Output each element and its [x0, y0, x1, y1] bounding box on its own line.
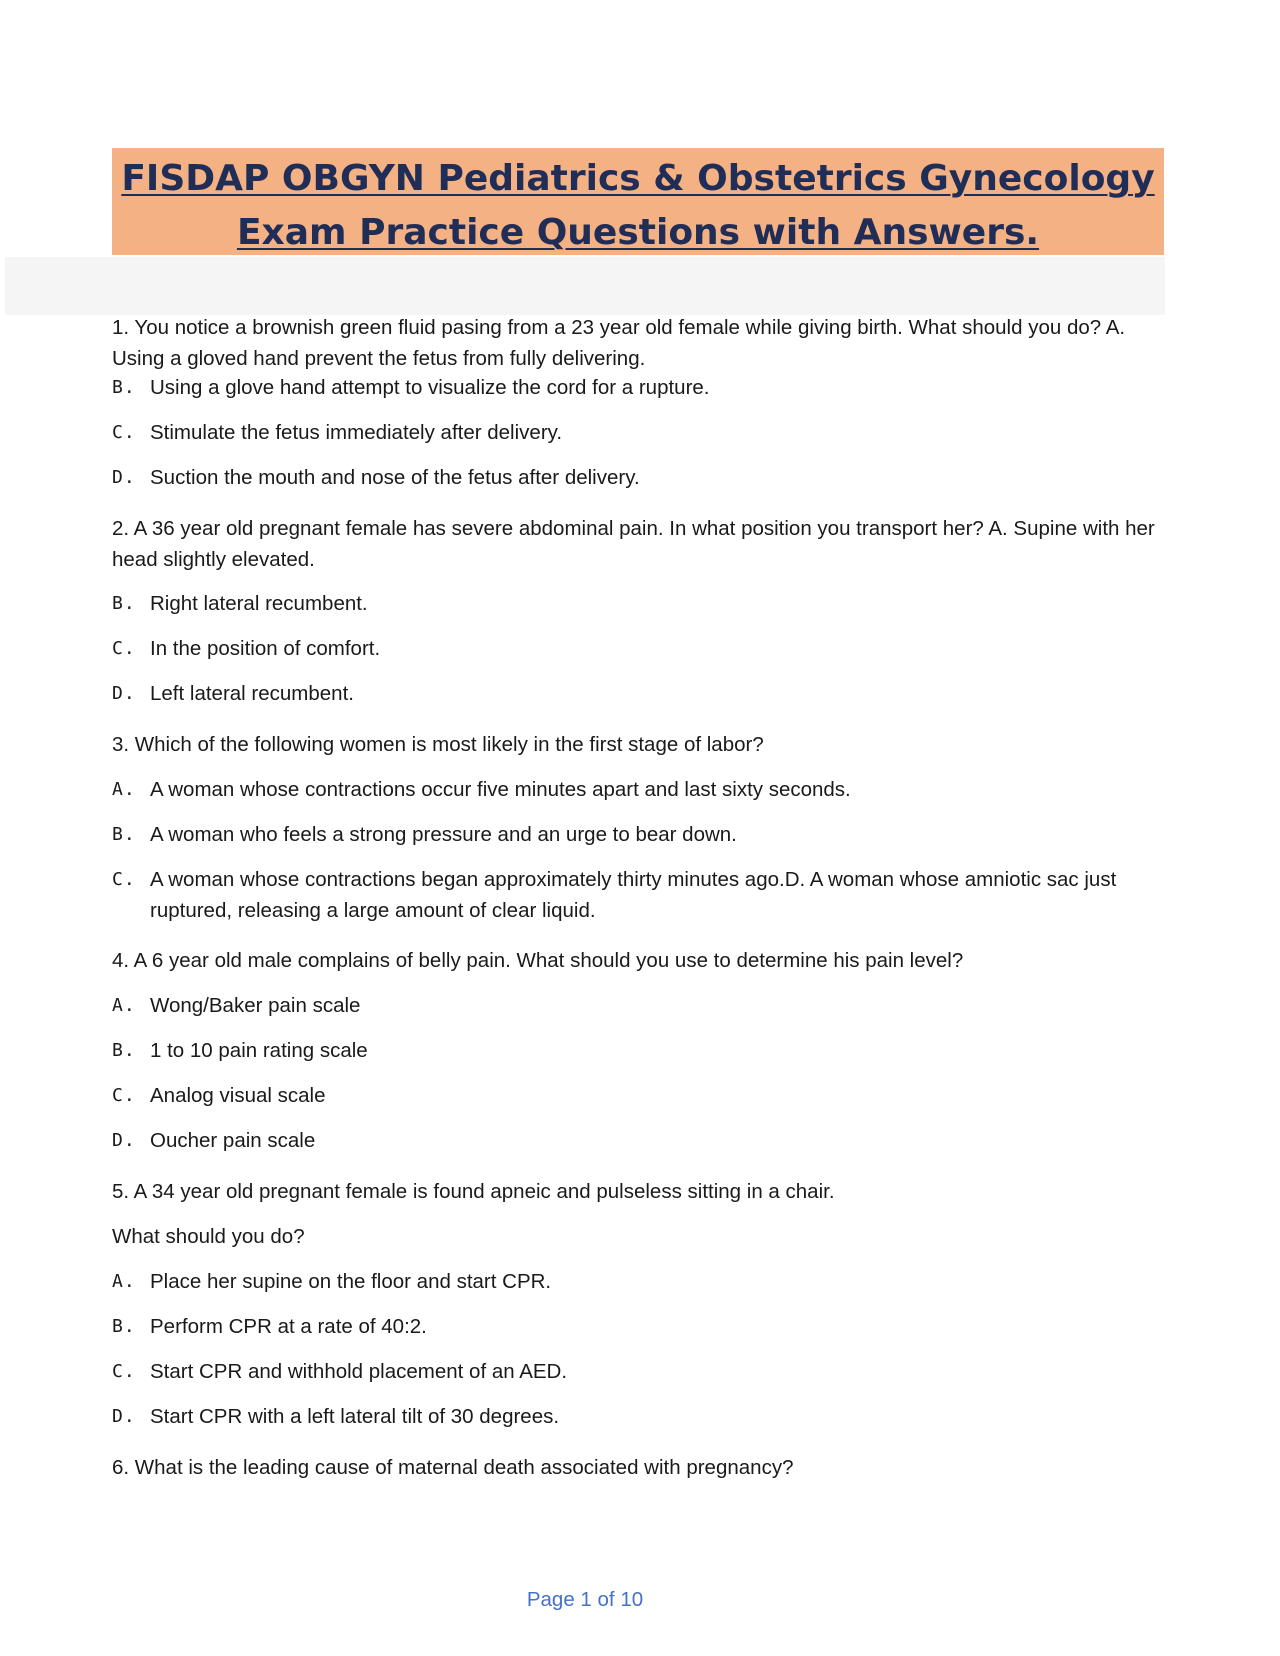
option-text: In the position of comfort. [150, 637, 381, 660]
option-text: A woman whose contractions began approximately thirty minutes ago.D. A woman whose amniotic sac just ruptured, releasing a large amount of clear liquid. [150, 868, 1117, 922]
option-letter: B. [112, 377, 136, 398]
title-line-2: Exam Practice Questions with Answers. [236, 212, 1040, 253]
question-2-option [112, 633, 1172, 664]
question-3-option [112, 774, 1172, 805]
option-text: Perform CPR at a rate of 40:2. [150, 1315, 427, 1338]
option-letter: C. [112, 422, 136, 443]
option-letter: C. [112, 869, 136, 890]
document-title [112, 148, 1164, 260]
question-2-option [112, 678, 1172, 709]
option-text: Wong/Baker pain scale [150, 994, 361, 1017]
question-1-stem: 1. You notice a brownish green fluid pasing from a 23 year old female while giving birth. What should you do? A. Using a gloved hand prevent the fetus from fully delivering. [112, 316, 1126, 370]
title-line-1: FISDAP OBGYN Pediatrics & Obstetrics Gynecology [121, 158, 1155, 199]
question-4-option [112, 1035, 1172, 1066]
option-text: Left lateral recumbent. [150, 682, 354, 705]
question-5-stem-line2: What should you do? [112, 1225, 305, 1248]
question-1-option [112, 462, 1172, 493]
option-letter: A. [112, 1271, 136, 1292]
title-banner [112, 148, 1164, 255]
page-number: Page 1 of 10 [526, 1588, 644, 1611]
option-letter: A. [112, 995, 136, 1016]
question-3-option [112, 819, 1172, 850]
option-text: Stimulate the fetus immediately after delivery. [150, 421, 563, 444]
question-4-stem: 4. A 6 year old male complains of belly pain. What should you use to determine his pain level? [112, 949, 964, 972]
question-4-option [112, 990, 1172, 1021]
question-5-option [112, 1311, 1172, 1342]
question-2-stem: 2. A 36 year old pregnant female has severe abdominal pain. In what position you transport her? A. Supine with her head slightly elevated. [112, 517, 1155, 571]
option-letter: D. [112, 683, 136, 704]
option-text: Oucher pain scale [150, 1129, 316, 1152]
question-5-option [112, 1356, 1172, 1387]
option-letter: C. [112, 1361, 136, 1382]
question-2-option [112, 588, 1172, 619]
option-letter: A. [112, 779, 136, 800]
question-5-option [112, 1266, 1172, 1297]
option-text: Suction the mouth and nose of the fetus after delivery. [150, 466, 640, 489]
question-1-option [112, 372, 1172, 403]
option-text: Right lateral recumbent. [150, 592, 368, 615]
option-text: 1 to 10 pain rating scale [150, 1039, 368, 1062]
option-letter: C. [112, 1085, 136, 1106]
option-letter: D. [112, 467, 136, 488]
option-letter: B. [112, 593, 136, 614]
question-3-option [112, 864, 1172, 926]
option-letter: B. [112, 824, 136, 845]
option-letter: B. [112, 1040, 136, 1061]
question-1-option [112, 417, 1172, 448]
option-text: A woman whose contractions occur five minutes apart and last sixty seconds. [150, 778, 851, 801]
option-letter: B. [112, 1316, 136, 1337]
question-3-stem: 3. Which of the following women is most likely in the first stage of labor? [112, 733, 764, 756]
option-text: Place her supine on the floor and start CPR. [150, 1270, 552, 1293]
question-4-option [112, 1080, 1172, 1111]
question-5-option [112, 1401, 1172, 1432]
question-6-stem: 6. What is the leading cause of maternal death associated with pregnancy? [112, 1456, 794, 1479]
separator-band [5, 257, 1165, 315]
option-text: Using a glove hand attempt to visualize the cord for a rupture. [150, 376, 710, 399]
question-5-stem: 5. A 34 year old pregnant female is found apneic and pulseless sitting in a chair. [112, 1180, 835, 1203]
option-text: Start CPR with a left lateral tilt of 30 degrees. [150, 1405, 560, 1428]
option-letter: C. [112, 638, 136, 659]
option-text: Analog visual scale [150, 1084, 326, 1107]
option-letter: D. [112, 1406, 136, 1427]
option-letter: D. [112, 1130, 136, 1151]
option-text: Start CPR and withhold placement of an AED. [150, 1360, 568, 1383]
question-4-option [112, 1125, 1172, 1156]
option-text: A woman who feels a strong pressure and an urge to bear down. [150, 823, 737, 846]
